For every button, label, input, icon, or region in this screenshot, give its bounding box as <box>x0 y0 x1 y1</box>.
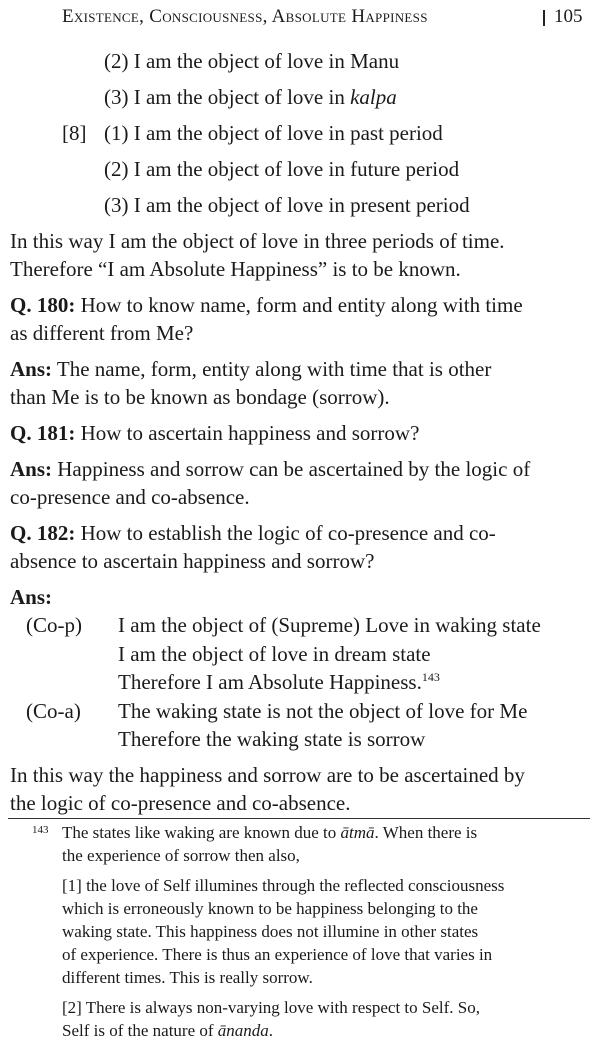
answer-text: Happiness and sorrow can be ascertained by the logic of <box>52 457 531 481</box>
co-absence-line: Therefore the waking state is sorrow <box>118 727 426 751</box>
paragraph-line: than Me is to be known as bondage (sorrow). <box>10 385 390 409</box>
footnote-rule <box>8 818 590 819</box>
co-absence-line: The waking state is not the object of love for Me <box>118 699 528 723</box>
list-item-text: (3) I am the object of love in <box>104 85 351 109</box>
italic-term: ānanda <box>217 1021 269 1040</box>
question-text: How to ascertain happiness and sorrow? <box>75 421 420 445</box>
footnote-line: [1] the love of Self illumines through the reflected consciousness <box>62 876 505 895</box>
running-header <box>62 6 590 30</box>
co-presence-line <box>118 670 440 695</box>
co-absence-label: (Co-a) <box>26 699 81 723</box>
answer-181 <box>10 457 530 482</box>
paragraph-line: as different from Me? <box>10 321 194 345</box>
footnote-text: . <box>268 1021 274 1040</box>
list-item-text: (2) I am the object of love in Manu <box>104 49 400 73</box>
answer-label: Ans: <box>10 585 53 609</box>
paragraph-line: absence to ascertain happiness and sorrow? <box>10 549 375 573</box>
paragraph-line: In this way I am the object of love in three periods of time. <box>10 229 505 253</box>
footnote-line: the experience of sorrow then also, <box>62 846 300 865</box>
list-item-label: [8] <box>62 121 87 145</box>
footnote-ref[interactable]: 143 <box>421 670 440 684</box>
question-182 <box>10 521 496 546</box>
paragraph-line: co-presence and co-absence. <box>10 485 250 509</box>
footnote-text: . When there is <box>374 823 478 842</box>
paragraph-line: the logic of co-presence and co-absence. <box>10 791 351 815</box>
footnote-line: [2] There is always non-varying love with respect to Self. So, <box>62 998 480 1017</box>
footnote-text: Self is of the nature of <box>62 1021 218 1040</box>
list-item <box>104 157 459 182</box>
co-presence-label: (Co-p) <box>26 613 82 637</box>
question-180 <box>10 293 523 318</box>
answer-label: Ans: <box>10 357 53 381</box>
co-presence-line: I am the object of love in dream state <box>118 642 431 666</box>
footnote-line: which is erroneously known to be happiness belonging to the <box>62 899 478 918</box>
footnote-text: The states like waking are known due to <box>62 823 341 842</box>
question-label: Q. 181: <box>10 421 76 445</box>
conclusion-text: Therefore I am Absolute Happiness. <box>118 670 422 694</box>
paragraph-line: Therefore “I am Absolute Happiness” is to be known. <box>10 257 461 281</box>
paragraph-line: In this way the happiness and sorrow are to be ascertained by <box>10 763 525 787</box>
italic-term: kalpa <box>350 85 397 109</box>
list-item <box>104 49 399 74</box>
list-item <box>104 193 470 218</box>
list-item-text: (3) I am the object of love in present period <box>104 193 470 217</box>
footnote-line <box>62 1020 273 1042</box>
list-item-text: (2) I am the object of love in future period <box>104 157 460 181</box>
list-item <box>104 85 397 110</box>
question-text: How to establish the logic of co-presence and co- <box>75 521 496 545</box>
footnote-number: 143 <box>32 824 49 836</box>
question-label: Q. 180: <box>10 293 76 317</box>
question-181 <box>10 421 419 446</box>
question-text: How to know name, form and entity along with time <box>75 293 523 317</box>
co-presence-line: I am the object of (Supreme) Love in waking state <box>118 613 541 637</box>
italic-term: ātmā <box>340 823 375 842</box>
answer-text: The name, form, entity along with time that is other <box>52 357 492 381</box>
question-label: Q. 182: <box>10 521 76 545</box>
answer-label: Ans: <box>10 457 53 481</box>
footnote-line <box>62 822 477 844</box>
page-number: 105 <box>554 6 583 27</box>
footnote-line: of experience. There is thus an experience of love that varies in <box>62 945 493 964</box>
footnote-line: waking state. This happiness does not illumine in other states <box>62 922 479 941</box>
list-item <box>104 121 443 146</box>
list-item-text: (1) I am the object of love in past period <box>104 121 443 145</box>
footnote-line: different times. This is really sorrow. <box>62 968 313 987</box>
running-title: Existence, Consciousness, Absolute Happiness <box>62 6 428 27</box>
header-divider <box>543 10 545 26</box>
answer-180 <box>10 357 491 382</box>
